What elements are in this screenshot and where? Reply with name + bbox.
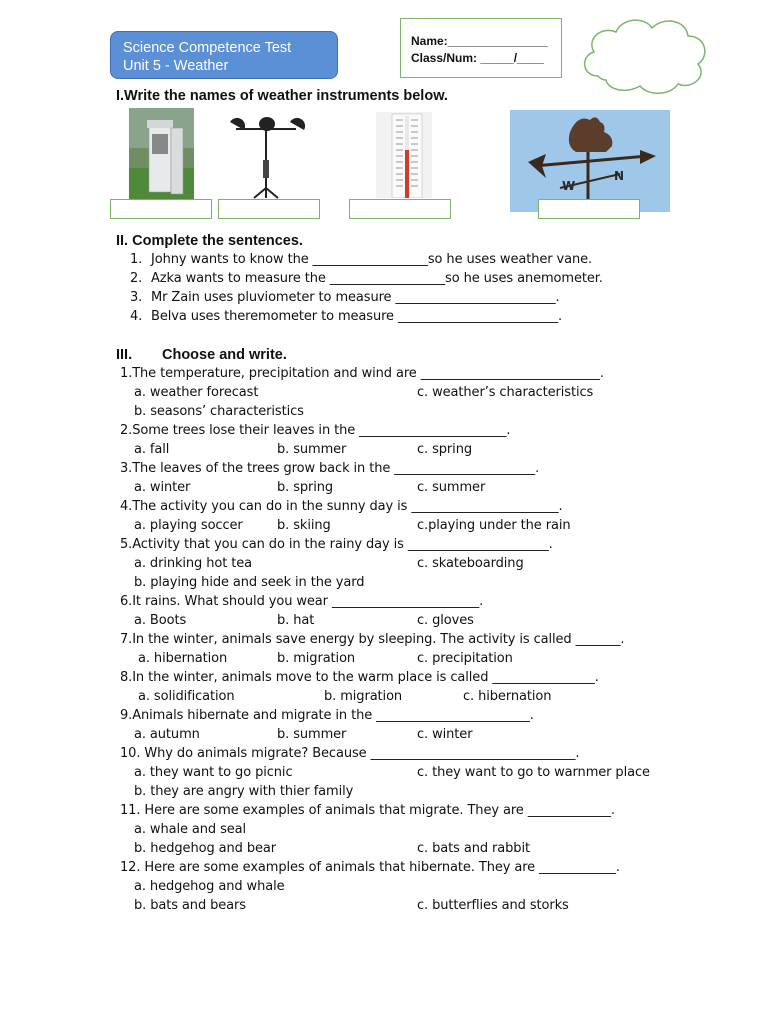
student-info-box bbox=[400, 18, 562, 78]
q10-option-c: c. they want to go to warnmer place bbox=[417, 765, 650, 780]
rain-gauge-picture bbox=[129, 108, 194, 203]
question-2: 2.Some trees lose their leaves in the _______________________. bbox=[120, 423, 511, 438]
question-1: 1.The temperature, precipitation and wind are ____________________________. bbox=[120, 366, 604, 381]
q8-option-b: b. migration bbox=[324, 689, 403, 704]
section-2-heading: II. Complete the sentences. bbox=[116, 233, 303, 249]
q2-option-b: b. summer bbox=[277, 442, 347, 457]
q11-option-a: a. whale and seal bbox=[134, 822, 247, 837]
svg-text:W: W bbox=[562, 179, 576, 193]
sentence-3-text: Mr Zain uses pluviometer to measure _________________________. bbox=[151, 290, 560, 305]
q6-option-a: a. Boots bbox=[134, 613, 187, 628]
sentence-4-text: Belva uses theremometer to measure _________________________. bbox=[151, 309, 563, 324]
q1-option-c: c. weather’s characteristics bbox=[417, 385, 594, 400]
test-title-box bbox=[110, 31, 338, 79]
weather-vane-picture bbox=[510, 110, 670, 212]
sentence-2-text: Azka wants to measure the __________________so he uses anemometer. bbox=[151, 271, 603, 286]
question-12: 12. Here are some examples of animals that hibernate. They are ____________. bbox=[120, 860, 620, 875]
q2-option-a: a. fall bbox=[134, 442, 170, 457]
q3-option-a: a. winter bbox=[134, 480, 191, 495]
q7-option-a: a. hibernation bbox=[138, 651, 228, 666]
q5-option-c: c. skateboarding bbox=[417, 556, 524, 571]
sentence-4-num: 4. bbox=[130, 309, 143, 324]
answer-box-4[interactable] bbox=[538, 199, 640, 219]
section-1-heading: I.Write the names of weather instruments below. bbox=[116, 88, 448, 104]
q1-option-a: a. weather forecast bbox=[134, 385, 259, 400]
q10-option-b: b. they are angry with thier family bbox=[134, 784, 354, 799]
q11-option-b: b. hedgehog and bear bbox=[134, 841, 276, 856]
q2-option-c: c. spring bbox=[417, 442, 472, 457]
q3-option-c: c. summer bbox=[417, 480, 486, 495]
q6-option-b: b. hat bbox=[277, 613, 315, 628]
answer-box-3[interactable] bbox=[349, 199, 451, 219]
question-3: 3.The leaves of the trees grow back in the ______________________. bbox=[120, 461, 540, 476]
q9-option-b: b. summer bbox=[277, 727, 347, 742]
test-title: Science Competence Test bbox=[123, 40, 292, 56]
sentence-1-text: Johny wants to know the __________________so he uses weather vane. bbox=[151, 252, 593, 267]
q11-option-c: c. bats and rabbit bbox=[417, 841, 530, 856]
anemometer-picture bbox=[228, 112, 306, 200]
section-3-number: III. bbox=[116, 347, 133, 363]
svg-text:N: N bbox=[614, 169, 625, 183]
q4-option-c: c.playing under the rain bbox=[417, 518, 571, 533]
cloud-icon bbox=[578, 14, 713, 96]
q6-option-c: c. gloves bbox=[417, 613, 474, 628]
question-4: 4.The activity you can do in the sunny day is _______________________. bbox=[120, 499, 563, 514]
sentence-3-num: 3. bbox=[130, 290, 143, 305]
question-9: 9.Animals hibernate and migrate in the ________________________. bbox=[120, 708, 534, 723]
section-3-heading: Choose and write. bbox=[162, 347, 287, 363]
class-num-field[interactable]: Class/Num: _____/____ bbox=[411, 51, 544, 65]
answer-box-1[interactable] bbox=[110, 199, 212, 219]
question-10: 10. Why do animals migrate? Because ________________________________. bbox=[120, 746, 580, 761]
q9-option-a: a. autumn bbox=[134, 727, 200, 742]
question-8: 8.In the winter, animals move to the warm place is called ________________. bbox=[120, 670, 599, 685]
q4-option-b: b. skiing bbox=[277, 518, 331, 533]
q7-option-b: b. migration bbox=[277, 651, 356, 666]
q12-option-a: a. hedgehog and whale bbox=[134, 879, 285, 894]
q5-option-b: b. playing hide and seek in the yard bbox=[134, 575, 365, 590]
unit-title: Unit 5 - Weather bbox=[123, 58, 229, 74]
name-field[interactable]: Name:_______________ bbox=[411, 34, 548, 48]
q5-option-a: a. drinking hot tea bbox=[134, 556, 253, 571]
q4-option-a: a. playing soccer bbox=[134, 518, 243, 533]
question-6: 6.It rains. What should you wear _______________________. bbox=[120, 594, 484, 609]
sentence-2-num: 2. bbox=[130, 271, 143, 286]
q10-option-a: a. they want to go picnic bbox=[134, 765, 293, 780]
q1-option-b: b. seasons’ characteristics bbox=[134, 404, 304, 419]
question-5: 5.Activity that you can do in the rainy day is ______________________. bbox=[120, 537, 553, 552]
sentence-1-num: 1. bbox=[130, 252, 143, 267]
q12-option-c: c. butterflies and storks bbox=[417, 898, 569, 913]
q3-option-b: b. spring bbox=[277, 480, 334, 495]
q8-option-c: c. hibernation bbox=[463, 689, 552, 704]
q12-option-b: b. bats and bears bbox=[134, 898, 246, 913]
q7-option-c: c. precipitation bbox=[417, 651, 513, 666]
question-7: 7.In the winter, animals save energy by sleeping. The activity is called _______. bbox=[120, 632, 625, 647]
q8-option-a: a. solidification bbox=[138, 689, 235, 704]
q9-option-c: c. winter bbox=[417, 727, 473, 742]
question-11: 11. Here are some examples of animals that migrate. They are _____________. bbox=[120, 803, 615, 818]
thermometer-picture bbox=[376, 112, 432, 198]
answer-box-2[interactable] bbox=[218, 199, 320, 219]
